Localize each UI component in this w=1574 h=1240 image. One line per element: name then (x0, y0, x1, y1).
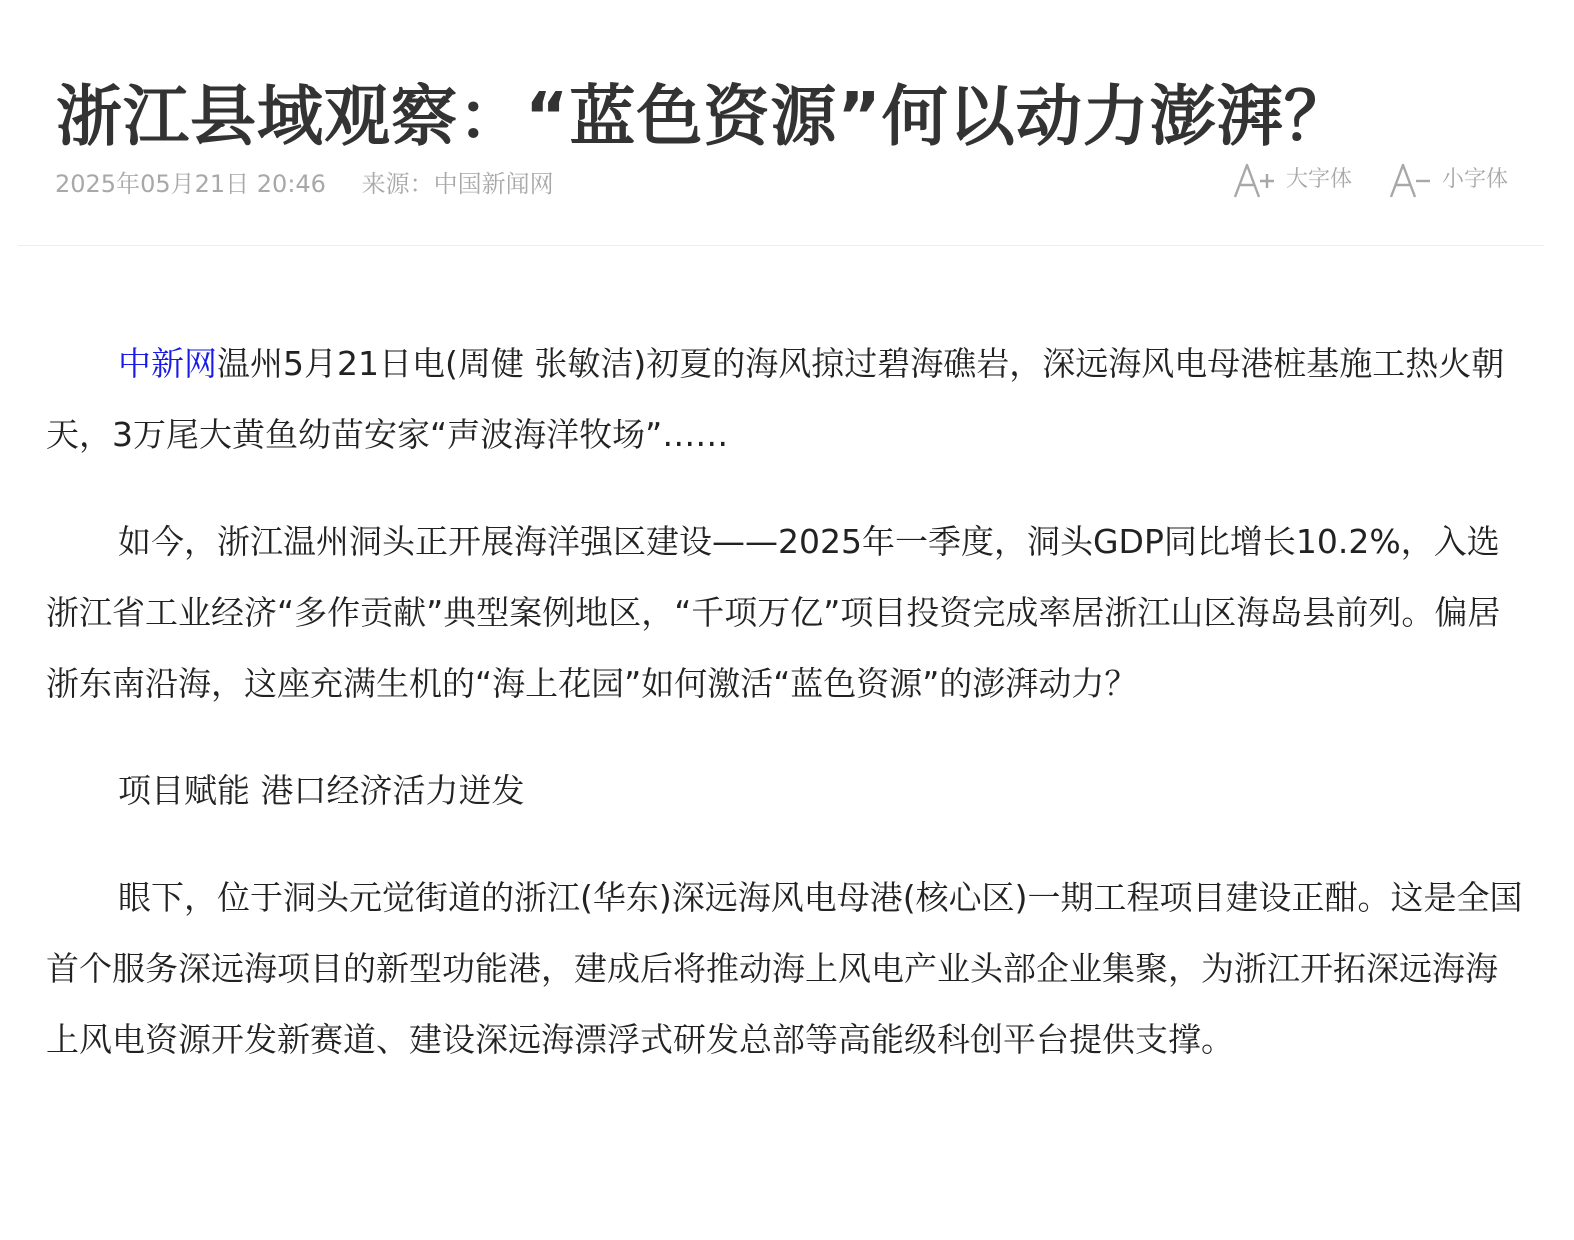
paragraph-lead-text: 温州5月21日电(周健 张敏洁)初夏的海风掠过碧海礁岩，深远海风电母港桩基施工热火朝天，3万尾大黄鱼幼苗安家“声波海洋牧场”…… (46, 344, 1505, 454)
article-body (46, 328, 1526, 1111)
agency-link[interactable]: 中新网 (118, 344, 217, 383)
font-decrease-icon (1388, 160, 1434, 200)
publish-date: 2025年05月21日 20:46 (55, 170, 326, 198)
font-size-controls (1232, 160, 1508, 200)
paragraph-lead (46, 328, 1526, 470)
article-meta (55, 166, 554, 202)
section-heading: 项目赋能 港口经济活力迸发 (118, 771, 525, 810)
source-name: 中国新闻网 (433, 170, 554, 198)
paragraph-2: 如今，浙江温州洞头正开展海洋强区建设——2025年一季度，洞头GDP同比增长10.2%，入选浙江省工业经济“多作贡献”典型案例地区，“千项万亿”项目投资完成率居浙江山区海岛县前列。偏居浙东南沿海，这座充满生机的“海上花园”如何激活“蓝色资源”的澎湃动力？ (46, 522, 1501, 703)
large-font-button[interactable] (1232, 160, 1352, 200)
small-font-button[interactable] (1388, 160, 1508, 200)
source-label: 来源： (361, 170, 434, 198)
article-title: 浙江县域观察：“蓝色资源”何以动力澎湃？ (56, 78, 1351, 156)
paragraph-4: 眼下，位于洞头元觉街道的浙江(华东)深远海风电母港(核心区)一期工程项目建设正酣。这是全国首个服务深远海项目的新型功能港，建成后将推动海上风电产业头部企业集聚，为浙江开拓深远海海上风电资源开发新赛道、建设深远海漂浮式研发总部等高能级科创平台提供支撑。 (46, 878, 1523, 1059)
header-divider (18, 245, 1544, 246)
small-font-label: 小字体 (1441, 167, 1508, 192)
font-increase-icon (1232, 160, 1278, 200)
large-font-label: 大字体 (1285, 167, 1352, 192)
